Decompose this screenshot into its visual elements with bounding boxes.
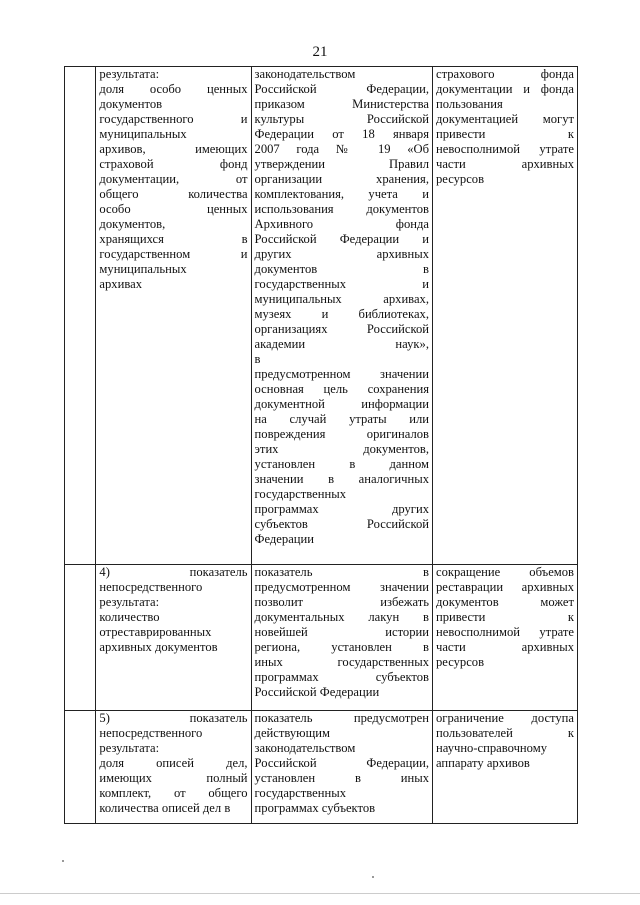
cell-line: общего количества	[99, 187, 248, 201]
cell-line: региона, установлен в	[254, 640, 429, 654]
cell-line: научно-справочному	[436, 741, 547, 755]
cell-line: пользования	[436, 97, 503, 111]
cell-line: основная цель сохранения	[254, 382, 429, 396]
cell-line: Федерации от 18 января	[254, 127, 429, 141]
cell-line: хранящихся в	[99, 232, 248, 246]
cell-line: аппарату архивов	[436, 756, 530, 770]
cell-line: результата:	[99, 67, 160, 81]
cell-line: страховой фонд	[99, 157, 248, 171]
cell-line: комплект, от общего	[99, 786, 248, 800]
cell-line: Российской Федерации	[254, 685, 380, 699]
indicator-cell	[96, 565, 251, 711]
cell-line: повреждения оригиналов	[254, 427, 429, 441]
cell-line: государственных и	[254, 277, 429, 291]
cell-line: непосредственного	[99, 580, 203, 594]
page-number: 21	[312, 44, 328, 60]
cell-line: на случай утраты или	[254, 412, 429, 426]
justification-cell	[251, 711, 432, 824]
risk-cell	[433, 711, 578, 824]
cell-line: архивах	[99, 277, 143, 291]
number-cell	[65, 67, 96, 565]
cell-line: академии наук»,	[254, 337, 429, 351]
cell-line: установлен в данном	[254, 457, 429, 471]
cell-line: документов в	[254, 262, 429, 276]
cell-line: новейшей истории	[254, 625, 429, 639]
cell-line: сокращение объемов	[436, 565, 574, 579]
cell-line: других архивных	[254, 247, 429, 261]
cell-line: использования документов	[254, 202, 429, 216]
cell-line: муниципальных	[99, 127, 187, 141]
cell-line: значении в аналогичных	[254, 472, 429, 486]
cell-line: в	[254, 352, 261, 366]
cell-line: документной информации	[254, 397, 429, 411]
cell-line: комплектования, учета и	[254, 187, 429, 201]
cell-line: реставрации архивных	[436, 580, 574, 594]
cell-line: документов,	[99, 217, 166, 231]
number-cell	[65, 711, 96, 824]
table-row	[65, 67, 578, 565]
table-row	[65, 565, 578, 711]
scan-dot	[372, 876, 374, 878]
cell-line: законодательством	[254, 741, 356, 755]
cell-line: действующим	[254, 726, 330, 740]
cell-line: предусмотренном значении	[254, 580, 429, 594]
cell-line: невосполнимой утрате	[436, 625, 574, 639]
cell-line: ресурсов	[436, 172, 485, 186]
cell-line: привести к	[436, 127, 574, 141]
cell-line: архивов, имеющих	[99, 142, 248, 156]
scan-dot	[62, 860, 64, 862]
cell-line: Архивного фонда	[254, 217, 429, 231]
cell-line: невосполнимой утрате	[436, 142, 574, 156]
cell-line: Федерации	[254, 532, 315, 546]
cell-line: документальных лакун в	[254, 610, 429, 624]
cell-line: музеях и библиотеках,	[254, 307, 429, 321]
cell-line: законодательством	[254, 67, 356, 81]
cell-line: пользователей к	[436, 726, 574, 740]
cell-line: доля описей дел,	[99, 756, 248, 770]
cell-line: государственных	[254, 786, 347, 800]
cell-line: муниципальных	[99, 262, 187, 276]
cell-line: утверждении Правил	[254, 157, 429, 171]
cell-line: документов может	[436, 595, 574, 609]
cell-line: части архивных	[436, 640, 574, 654]
risk-cell	[433, 67, 578, 565]
cell-line: Российской Федерации и	[254, 232, 429, 246]
cell-line: приказом Министерства	[254, 97, 429, 111]
cell-line: иных государственных	[254, 655, 429, 669]
cell-line: привести к	[436, 610, 574, 624]
cell-line: программах других	[254, 502, 429, 516]
cell-line: государственных	[254, 487, 347, 501]
cell-line: этих документов,	[254, 442, 429, 456]
risk-cell	[433, 565, 578, 711]
cell-line: 4) показатель	[99, 565, 248, 579]
indicator-cell	[96, 711, 251, 824]
cell-line: государственного и	[99, 112, 248, 126]
cell-line: части архивных	[436, 157, 574, 171]
footer-rule	[0, 893, 640, 894]
cell-line: количество	[99, 610, 160, 624]
cell-line: показатель предусмотрен	[254, 711, 429, 725]
justification-cell	[251, 565, 432, 711]
cell-line: документации, от	[99, 172, 248, 186]
cell-line: страхового фонда	[436, 67, 574, 81]
cell-line: Российской Федерации,	[254, 756, 429, 770]
cell-line: позволит избежать	[254, 595, 429, 609]
cell-line: документации и фонда	[436, 82, 574, 96]
cell-line: муниципальных архивах,	[254, 292, 429, 306]
cell-line: предусмотренном значении	[254, 367, 429, 381]
justification-cell	[251, 67, 432, 565]
cell-line: ограничение доступа	[436, 711, 574, 725]
cell-line: организации хранения,	[254, 172, 429, 186]
cell-line: организациях Российской	[254, 322, 429, 336]
indicator-cell	[96, 67, 251, 565]
cell-line: количества описей дел в	[99, 801, 231, 815]
indicators-table	[64, 66, 578, 824]
cell-line: 2007 года № 19 «Об	[254, 142, 429, 156]
cell-line: архивных документов	[99, 640, 218, 654]
cell-line: особо ценных	[99, 202, 248, 216]
cell-line: показатель в	[254, 565, 429, 579]
cell-line: результата:	[99, 595, 160, 609]
cell-line: программах субъектов	[254, 801, 376, 815]
cell-line: имеющих полный	[99, 771, 248, 785]
cell-line: 5) показатель	[99, 711, 248, 725]
cell-line: установлен в иных	[254, 771, 429, 785]
cell-line: субъектов Российской	[254, 517, 429, 531]
number-cell	[65, 565, 96, 711]
cell-line: непосредственного	[99, 726, 203, 740]
table-row	[65, 711, 578, 824]
cell-line: отреставрированных	[99, 625, 212, 639]
cell-line: программах субъектов	[254, 670, 429, 684]
cell-line: ресурсов	[436, 655, 485, 669]
cell-line: культуры Российской	[254, 112, 429, 126]
cell-line: Российской Федерации,	[254, 82, 429, 96]
cell-line: доля особо ценных	[99, 82, 248, 96]
cell-line: государственном и	[99, 247, 248, 261]
cell-line: результата:	[99, 741, 160, 755]
cell-line: документов	[99, 97, 163, 111]
cell-line: документацией могут	[436, 112, 574, 126]
